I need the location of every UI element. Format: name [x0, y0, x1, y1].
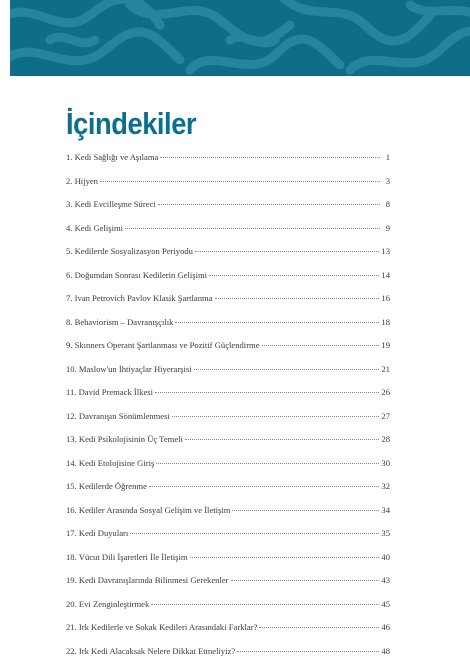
toc-entry[interactable]	[66, 458, 390, 482]
toc-entry[interactable]	[66, 387, 390, 411]
toc-entry[interactable]	[66, 317, 390, 341]
dot-leader	[232, 510, 379, 511]
toc-entry-title: 6. Doğumdan Sonrası Kedilerin Gelişimi	[66, 270, 207, 280]
toc-entry[interactable]	[66, 152, 390, 176]
dot-leader	[237, 651, 379, 652]
toc-entry-title: 10. Maslow'un İhtiyaçlar Hiyerarşisi	[66, 364, 192, 374]
toc-entry[interactable]	[66, 646, 390, 669]
table-of-contents	[66, 152, 390, 669]
toc-entry-page-number: 45	[381, 599, 390, 609]
toc-entry-title: 12. Davranışın Sönümlenmesi	[66, 411, 170, 421]
toc-entry-title: 13. Kedi Psikolojisinin Üç Temeli	[66, 434, 183, 444]
toc-entry-page-number: 40	[381, 552, 390, 562]
header-banner	[10, 0, 470, 76]
toc-entry-title: 3. Kedi Evcilleşme Süreci	[66, 199, 156, 209]
toc-entry-page-number: 48	[381, 646, 390, 656]
dot-leader	[151, 604, 379, 605]
toc-entry[interactable]	[66, 599, 390, 623]
toc-entry-page-number: 8	[382, 199, 390, 209]
toc-entry[interactable]	[66, 293, 390, 317]
toc-entry-page-number: 27	[381, 411, 390, 421]
toc-entry[interactable]	[66, 622, 390, 646]
toc-entry[interactable]	[66, 505, 390, 529]
page-title: İçindekiler	[66, 106, 196, 142]
toc-entry[interactable]	[66, 176, 390, 200]
toc-entry[interactable]	[66, 223, 390, 247]
dot-leader	[195, 251, 379, 252]
toc-entry[interactable]	[66, 411, 390, 435]
toc-entry-title: 4. Kedi Gelişimi	[66, 223, 123, 233]
toc-entry-title: 8. Behaviorism – Davranışçılık	[66, 317, 173, 327]
toc-entry[interactable]	[66, 199, 390, 223]
toc-entry-title: 22. Irk Kedi Alacaksak Nelere Dikkat Etmeliyiz?	[66, 646, 235, 656]
dot-leader	[175, 322, 379, 323]
toc-entry-page-number: 13	[381, 246, 390, 256]
dot-leader	[158, 204, 380, 205]
dot-leader	[190, 557, 380, 558]
dot-leader	[231, 580, 380, 581]
toc-entry[interactable]	[66, 246, 390, 270]
toc-entry-title: 5. Kedilerde Sosyalizasyon Periyodu	[66, 246, 193, 256]
dot-leader	[160, 157, 380, 158]
toc-entry-page-number: 16	[381, 293, 390, 303]
toc-entry-page-number: 9	[382, 223, 390, 233]
toc-entry-title: 16. Kediler Arasında Sosyal Gelişim ve İletişim	[66, 505, 230, 515]
toc-entry-page-number: 43	[381, 575, 390, 585]
toc-entry[interactable]	[66, 575, 390, 599]
dot-leader	[155, 392, 379, 393]
toc-entry[interactable]	[66, 364, 390, 388]
toc-entry-title: 14. Kedi Etolojisine Giriş	[66, 458, 154, 468]
toc-entry-title: 9. Skınners Operant Şartlanması ve Pozitif Güçlendirme	[66, 340, 260, 350]
toc-entry-page-number: 28	[381, 434, 390, 444]
dot-leader	[100, 181, 380, 182]
toc-entry-title: 17. Kedi Duyuları	[66, 528, 128, 538]
toc-entry-page-number: 30	[381, 458, 390, 468]
dot-leader	[185, 439, 379, 440]
dot-leader	[172, 416, 380, 417]
dot-leader	[149, 486, 380, 487]
toc-entry-page-number: 18	[381, 317, 390, 327]
dot-leader	[125, 228, 380, 229]
toc-entry-title: 18. Vücut Dili İşaretleri İle İletişim	[66, 552, 188, 562]
toc-entry-page-number: 14	[381, 270, 390, 280]
toc-entry-page-number: 46	[381, 622, 390, 632]
dot-leader	[130, 533, 379, 534]
toc-entry[interactable]	[66, 528, 390, 552]
toc-entry-page-number: 3	[382, 176, 390, 186]
dot-leader	[215, 298, 380, 299]
dot-leader	[156, 463, 379, 464]
toc-entry[interactable]	[66, 434, 390, 458]
toc-entry-page-number: 19	[381, 340, 390, 350]
toc-entry-page-number: 1	[382, 152, 390, 162]
toc-entry-page-number: 26	[381, 387, 390, 397]
toc-entry-title: 7. Ivan Petrovich Pavlov Klasik Şartlanma	[66, 293, 213, 303]
toc-entry-title: 19. Kedi Davranışlarında Bilinmesi Gerekenler	[66, 575, 229, 585]
toc-entry[interactable]	[66, 270, 390, 294]
dot-leader	[209, 275, 379, 276]
toc-entry-title: 15. Kedilerde Öğrenme	[66, 481, 147, 491]
toc-entry-page-number: 32	[381, 481, 390, 491]
toc-entry[interactable]	[66, 340, 390, 364]
toc-entry-page-number: 34	[381, 505, 390, 515]
toc-entry[interactable]	[66, 481, 390, 505]
banner-pattern	[10, 0, 470, 76]
toc-entry-page-number: 21	[381, 364, 390, 374]
toc-entry-title: 1. Kedi Sağlığı ve Aşılama	[66, 152, 158, 162]
toc-entry-page-number: 35	[381, 528, 390, 538]
dot-leader	[262, 345, 380, 346]
dot-leader	[259, 627, 379, 628]
toc-entry-title: 2. Hijyen	[66, 176, 98, 186]
toc-entry[interactable]	[66, 552, 390, 576]
toc-entry-title: 20. Evi Zenginleştirmek	[66, 599, 149, 609]
dot-leader	[194, 369, 380, 370]
toc-entry-title: 21. Irk Kedilerle ve Sokak Kedileri Arasındaki Farklar?	[66, 622, 257, 632]
toc-entry-title: 11. David Premack İlkesi	[66, 387, 153, 397]
